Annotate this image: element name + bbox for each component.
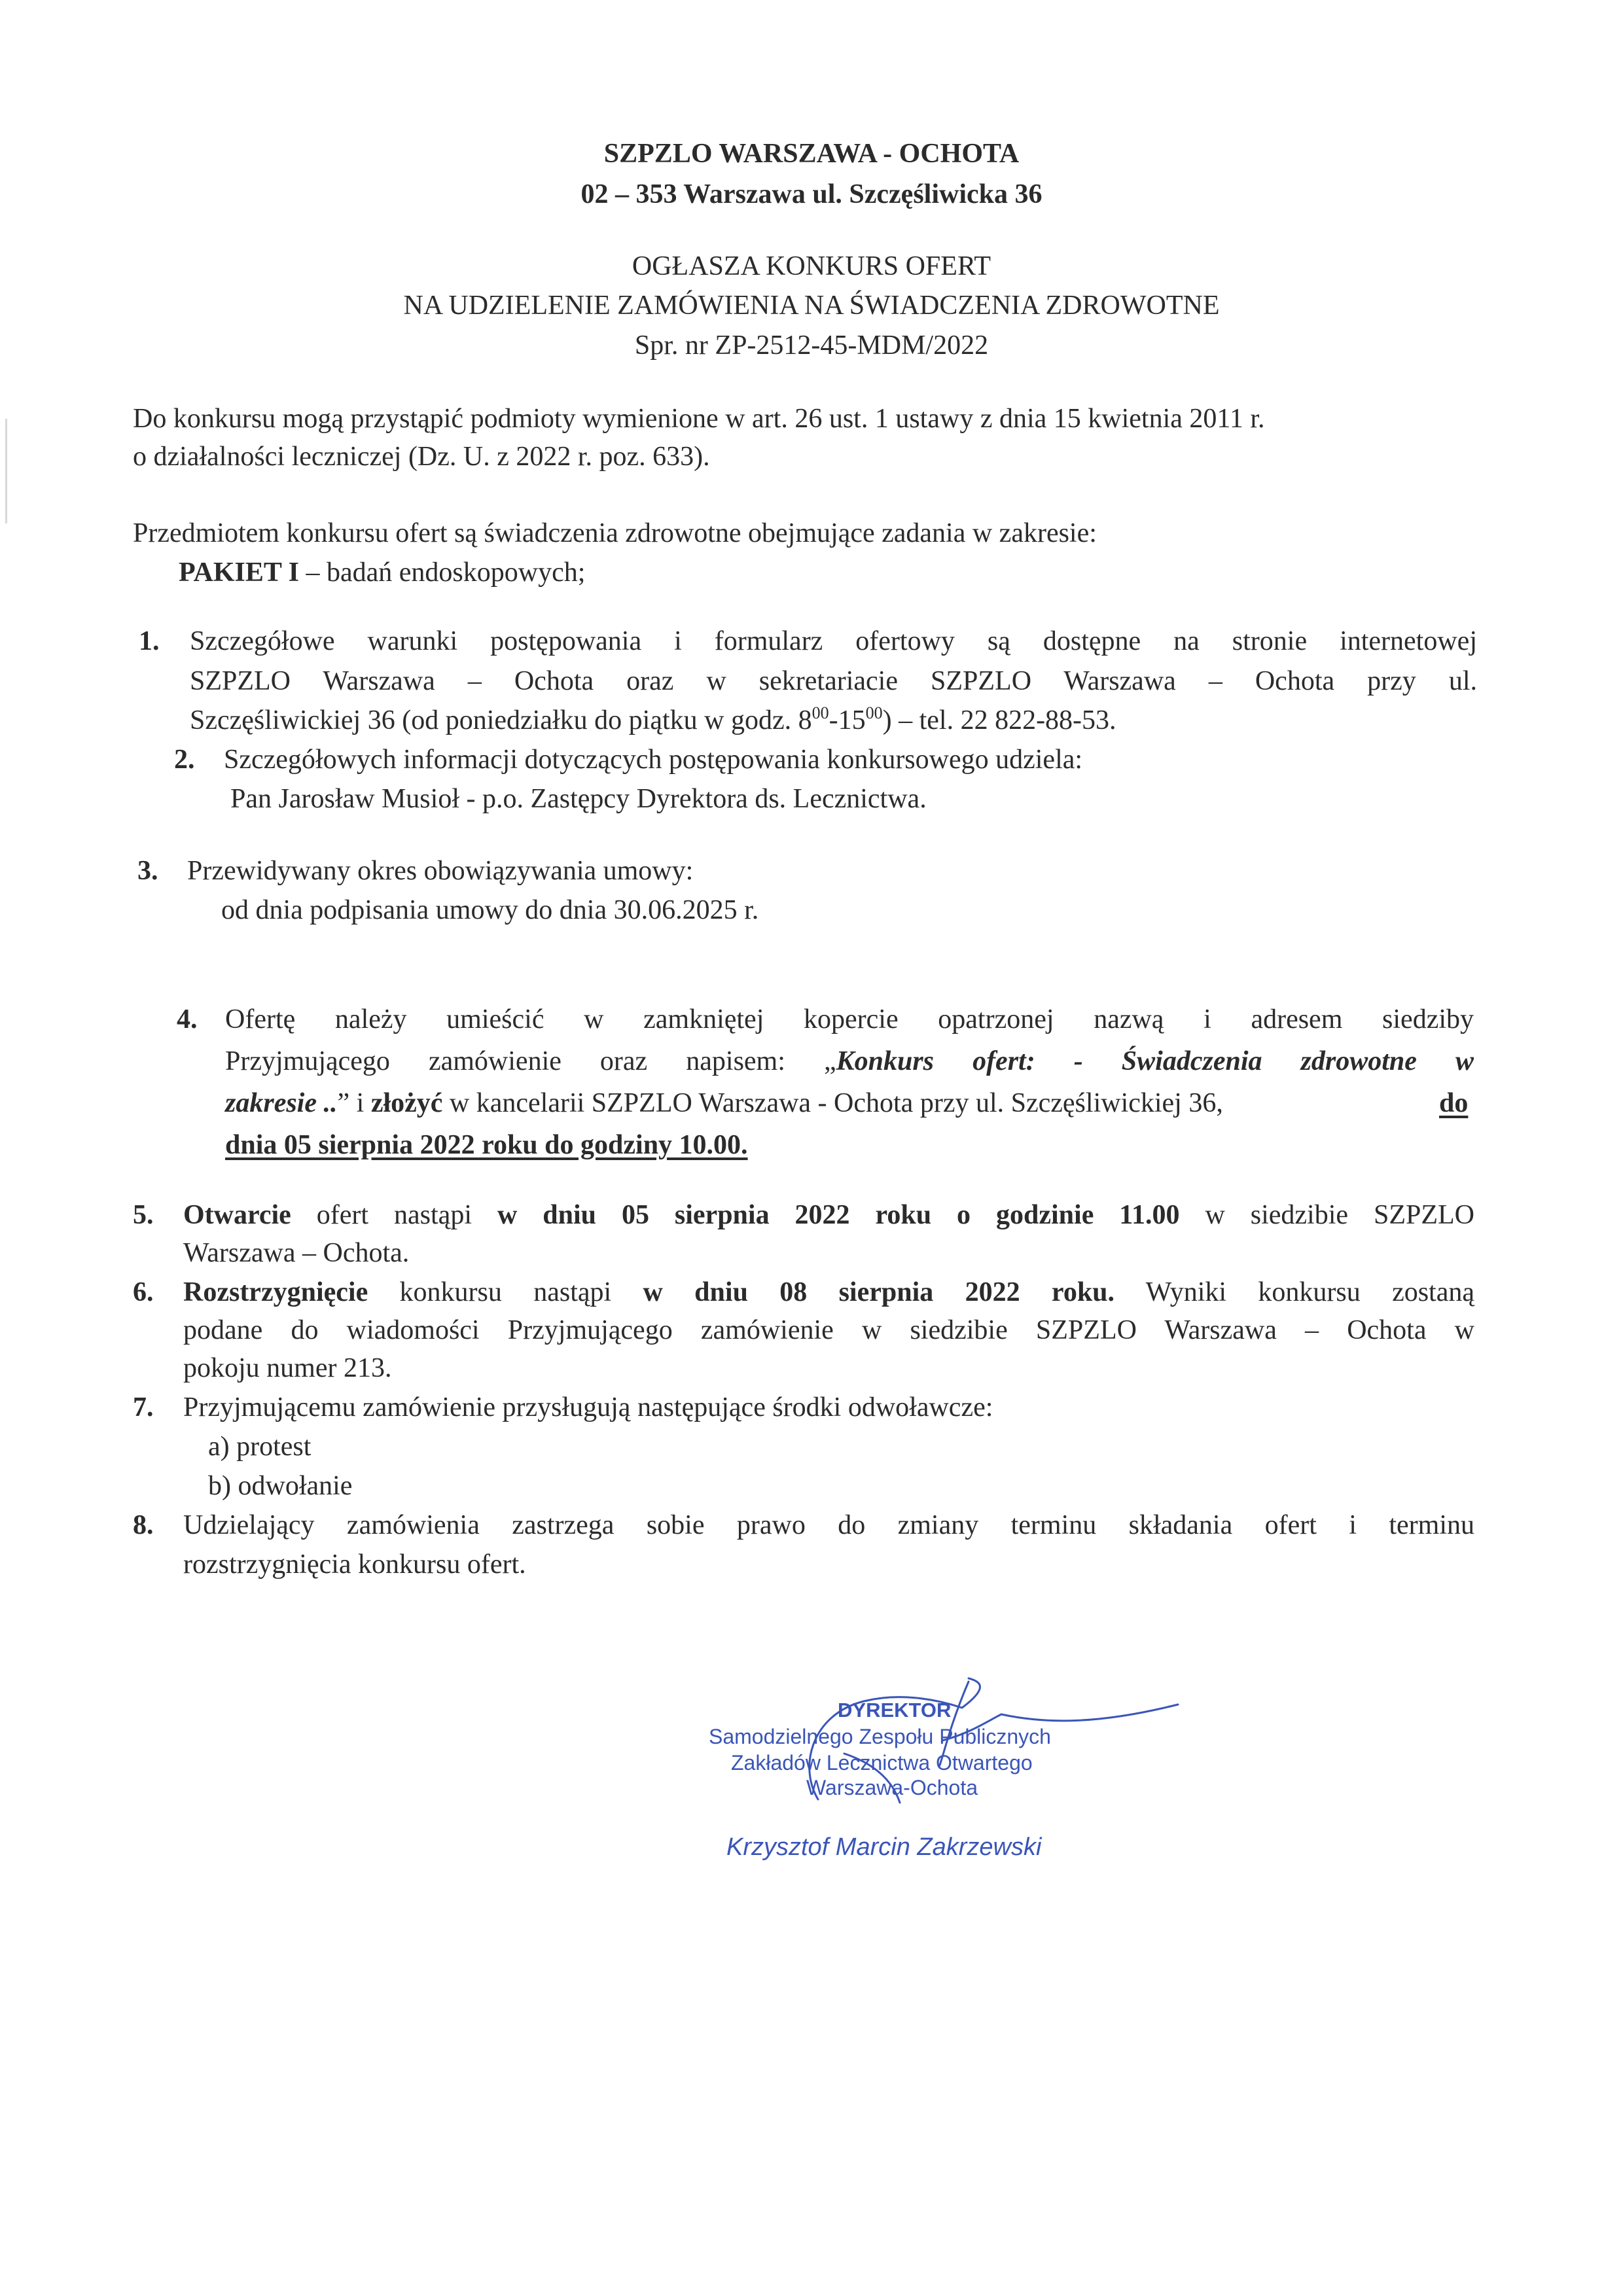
item-6-line-2: podane do wiadomości Przyjmującego zamówienie w siedzibie SZPZLO Warszawa – Ochota w: [183, 1315, 1474, 1345]
item-2-number: 2.: [174, 745, 195, 775]
intro-line-1: Do konkursu mogą przystąpić podmioty wymienione w art. 26 ust. 1 ustawy z dnia 15 kwietnia 2011 r.: [133, 404, 1265, 434]
item-6-results: Wyniki konkursu zostaną: [1115, 1277, 1475, 1307]
item-4-contest-title-a: Konkurs ofert: - Świadczenia zdrowotne w: [836, 1046, 1474, 1076]
stamp-line-2: Zakładów Lecznictwa Otwartego: [731, 1751, 1033, 1775]
item-7-line-1: Przyjmującemu zamówienie przysługują następujące środki odwoławcze:: [183, 1392, 993, 1422]
item-6-resolution-label: Rozstrzygnięcie: [183, 1277, 368, 1307]
title-line-2: NA UDZIELENIE ZAMÓWIENIA NA ŚWIADCZENIA ZDROWOTNE: [403, 291, 1220, 321]
item-5-text: ofert nastąpi: [291, 1200, 497, 1230]
item-3-number: 3.: [137, 856, 158, 886]
item-3-line-2: od dnia podpisania umowy do dnia 30.06.2025 r.: [221, 895, 759, 925]
item-8-line-2: rozstrzygnięcia konkursu ofert.: [183, 1549, 526, 1580]
item-4-submit-word: złożyć: [370, 1088, 443, 1118]
item-8-number: 8.: [133, 1510, 154, 1540]
item-7-option-a: a) protest: [208, 1432, 312, 1462]
item-8-line-1: Udzielający zamówienia zastrzega sobie prawo do zmiany terminu składania ofert i terminu: [183, 1510, 1474, 1540]
item-4-deadline-start: do: [1439, 1088, 1469, 1118]
item-2-line-2: Pan Jarosław Musioł - p.o. Zastępcy Dyrektora ds. Lecznictwa.: [230, 784, 927, 814]
item-1-line-3: [190, 704, 1116, 737]
stamp-line-1: Samodzielnego Zespołu Publicznych: [709, 1725, 1051, 1748]
item-2-line-1: Szczegółowych informacji dotyczących postępowania konkursowego udziela:: [224, 745, 1083, 775]
item-5-line-1: [183, 1199, 1474, 1231]
item-6-number: 6.: [133, 1277, 154, 1307]
item-1-number: 1.: [139, 626, 160, 656]
item-1-hours-to: -15: [829, 705, 866, 735]
item-4-line-3: [225, 1087, 1223, 1120]
case-number: Spr. nr ZP-2512-45-MDM/2022: [634, 330, 989, 361]
item-4-line-2: [225, 1045, 1474, 1078]
intro-line-2: o działalności leczniczej (Dz. U. z 2022 r. poz. 633).: [133, 442, 710, 472]
item-4-quote-close: ” i: [337, 1088, 371, 1118]
package-label: PAKIET I: [179, 557, 299, 588]
stamp-title: DYREKTOR: [838, 1699, 952, 1722]
stamp-line-3: Warszawa-Ochota: [806, 1776, 978, 1799]
item-5-number: 5.: [133, 1200, 154, 1230]
item-4-line-1: Ofertę należy umieścić w zamkniętej kopercie opatrzonej nazwą i adresem siedziby: [225, 1004, 1474, 1034]
item-5-opening-label: Otwarcie: [183, 1200, 291, 1230]
item-7-option-b: b) odwołanie: [208, 1471, 353, 1501]
item-6-date: w dniu 08 sierpnia 2022 roku.: [643, 1277, 1115, 1307]
package-text: – badań endoskopowych;: [306, 557, 586, 588]
item-3-line-1: Przewidywany okres obowiązywania umowy:: [187, 856, 694, 886]
package-line: [179, 556, 585, 589]
item-4-line-2-text: Przyjmującego zamówienie oraz napisem: „: [225, 1046, 836, 1076]
item-1-hours-text: Szczęśliwickiej 36 (od poniedziałku do piątku w godz. 8: [190, 705, 812, 735]
header-org: SZPZLO WARSZAWA - OCHOTA: [603, 139, 1020, 169]
item-6-line-1: [183, 1276, 1474, 1309]
item-5-line-2: Warszawa – Ochota.: [183, 1238, 410, 1268]
title-line-1: OGŁASZA KONKURS OFERT: [632, 251, 991, 281]
item-5-place: w siedzibie SZPZLO: [1179, 1200, 1474, 1230]
item-4-deadline: dnia 05 sierpnia 2022 roku do godziny 10.00.: [225, 1130, 748, 1160]
subject-line: Przedmiotem konkursu ofert są świadczenia zdrowotne obejmujące zadania w zakresie:: [133, 518, 1097, 548]
item-1-line-2: SZPZLO Warszawa – Ochota oraz w sekretariacie SZPZLO Warszawa – Ochota przy ul.: [190, 666, 1477, 696]
item-6-line-3: pokoju numer 213.: [183, 1353, 392, 1383]
item-7-number: 7.: [133, 1392, 154, 1422]
item-4-contest-title-b: zakresie ..: [225, 1088, 338, 1118]
item-6-text: konkursu nastąpi: [368, 1277, 643, 1307]
item-1-line-1: Szczegółowe warunki postępowania i formularz ofertowy są dostępne na stronie internetowej: [190, 626, 1477, 656]
item-1-hours-sup-2: 00: [865, 703, 883, 722]
item-5-date: w dniu 05 sierpnia 2022 roku o godzinie 11.00: [497, 1200, 1180, 1230]
handwritten-signature-icon: [772, 1662, 1191, 1832]
item-1-phone: ) – tel. 22 822-88-53.: [882, 705, 1116, 735]
item-4-number: 4.: [177, 1004, 198, 1034]
item-1-hours-sup-1: 00: [812, 703, 829, 722]
scan-edge-mark: [5, 419, 7, 523]
header-address: 02 – 353 Warszawa ul. Szczęśliwicka 36: [580, 179, 1043, 209]
stamp-signatory-name: Krzysztof Marcin Zakrzewski: [726, 1833, 1042, 1861]
item-4-location: w kancelarii SZPZLO Warszawa - Ochota przy ul. Szczęśliwickiej 36,: [442, 1088, 1223, 1118]
